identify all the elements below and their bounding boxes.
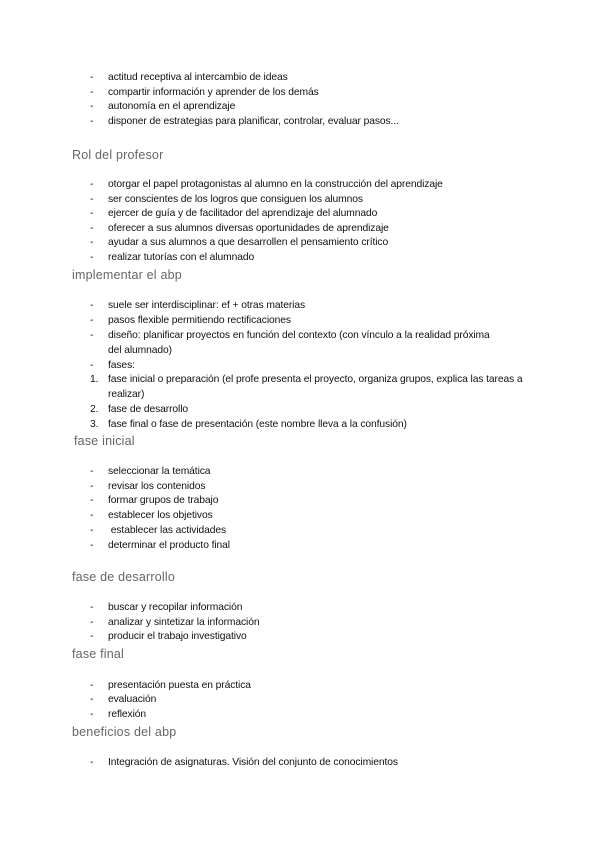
list-item: - disponer de estrategias para planificar, controlar, evaluar pasos...	[90, 115, 530, 130]
bullet-marker: -	[90, 709, 94, 720]
number-marker: 1.	[90, 374, 99, 385]
bullet-marker: -	[90, 602, 94, 613]
bullet-marker: -	[90, 252, 94, 263]
list-item: - formar grupos de trabajo	[90, 494, 530, 509]
list-item: - compartir información y aprender de los demás	[90, 86, 530, 101]
list-item: - establecer los objetivos	[90, 509, 530, 524]
bullet-marker: -	[90, 101, 94, 112]
bullet-marker: -	[90, 179, 94, 190]
list-item: - Integración de asignaturas. Visión del conjunto de conocimientos	[90, 756, 530, 771]
numbered-item: 2. fase de desarrollo	[90, 403, 530, 418]
bullet-marker: -	[90, 466, 94, 477]
list-item: - reflexión	[90, 708, 530, 723]
bullet-marker: -	[90, 360, 94, 371]
number-marker: 2.	[90, 404, 99, 415]
list-item: - producir el trabajo investigativo	[90, 630, 530, 645]
list-item: - diseño: planificar proyectos en función del contexto (con vínculo a la realidad próxima del alumnado)	[90, 330, 490, 356]
list-item: - pasos flexible permitiendo rectificaciones	[90, 314, 530, 329]
list-item: - ser conscientes de los logros que consiguen los alumnos	[90, 193, 530, 208]
list-item: - analizar y sintetizar la información	[90, 616, 530, 631]
list-item: - otorgar el papel protagonistas al alumno en la construcción del aprendizaje	[90, 178, 530, 193]
section-heading-beneficios: beneficios del abp	[72, 725, 177, 739]
bullet-marker: -	[90, 540, 94, 551]
list-item: - seleccionar la temática	[90, 465, 530, 480]
list-item: - realizar tutorías con el alumnado	[90, 251, 530, 266]
number-marker: 3.	[90, 419, 99, 430]
list-item: - ejercer de guía y de facilitador del aprendizaje del alumnado	[90, 207, 530, 222]
bullet-marker: -	[90, 631, 94, 642]
list-item: - ayudar a sus alumnos a que desarrollen el pensamiento crítico	[90, 236, 530, 251]
bullet-marker: -	[90, 757, 94, 768]
list-item: - determinar el producto final	[90, 539, 530, 554]
bullet-marker: -	[90, 510, 94, 521]
bullet-marker: -	[90, 208, 94, 219]
bullet-marker: -	[90, 300, 94, 311]
numbered-item: 3. fase final o fase de presentación (este nombre lleva a la confusión)	[90, 418, 530, 433]
section-heading-implementar: implementar el abp	[72, 268, 182, 282]
bullet-marker: -	[90, 694, 94, 705]
list-item: - oferecer a sus alumnos diversas oportunidades de aprendizaje	[90, 222, 530, 237]
bullet-marker: -	[90, 481, 94, 492]
bullet-marker: -	[90, 72, 94, 83]
list-item: - suele ser interdisciplinar: ef + otras materias	[90, 299, 530, 314]
list-item: - establecer las actividades	[90, 524, 530, 539]
list-item: - evaluación	[90, 693, 530, 708]
section-heading-fase-desarrollo: fase de desarrollo	[72, 570, 175, 584]
list-item: - revisar los contenidos	[90, 480, 530, 495]
section-heading-rol-profesor: Rol del profesor	[72, 148, 164, 162]
bullet-marker: -	[90, 194, 94, 205]
bullet-marker: -	[90, 87, 94, 98]
numbered-item: 1. fase inicial o preparación (el profe presenta el proyecto, organiza grupos, explica las tareas a realizar)	[90, 374, 523, 400]
section-heading-fase-inicial: fase inicial	[74, 434, 135, 448]
bullet-marker: -	[90, 525, 94, 536]
bullet-marker: -	[90, 330, 94, 341]
bullet-marker: -	[90, 315, 94, 326]
bullet-marker: -	[90, 223, 94, 234]
bullet-marker: -	[90, 617, 94, 628]
list-item: - fases:	[90, 359, 530, 374]
list-item: - actitud receptiva al intercambio de ideas	[90, 71, 530, 86]
list-item: - presentación puesta en práctica	[90, 679, 530, 694]
bullet-marker: -	[90, 495, 94, 506]
bullet-marker: -	[90, 237, 94, 248]
section-heading-fase-final: fase final	[72, 647, 125, 661]
list-item: - autonomía en el aprendizaje	[90, 100, 530, 115]
list-item: - buscar y recopilar información	[90, 601, 530, 616]
bullet-marker: -	[90, 680, 94, 691]
bullet-marker: -	[90, 116, 94, 127]
